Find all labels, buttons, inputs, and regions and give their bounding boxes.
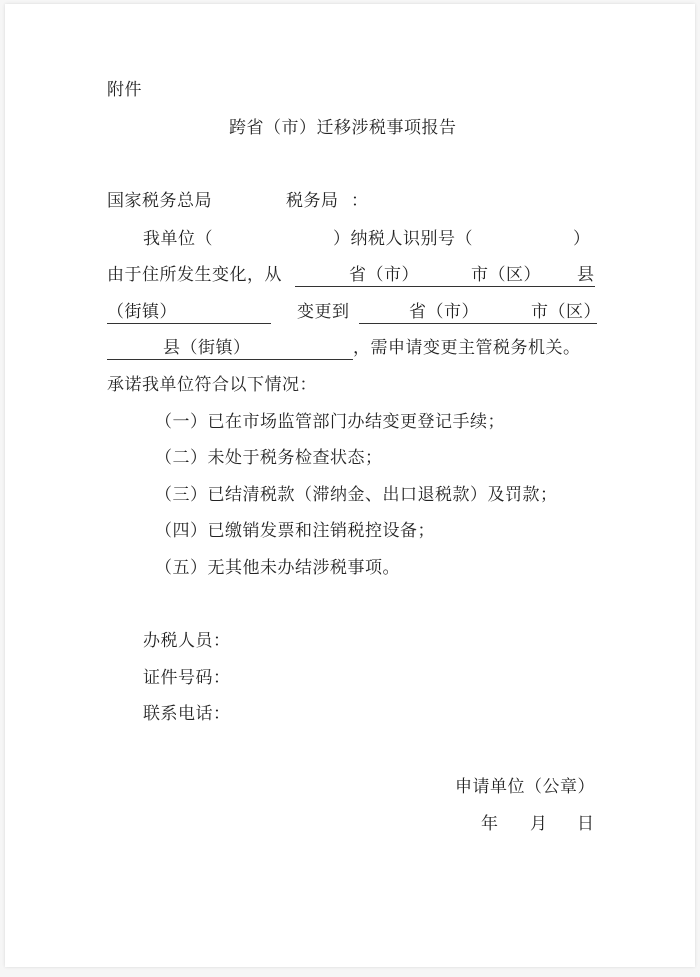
from-town: （街镇） <box>107 302 177 322</box>
from-province: 省（市） <box>349 265 419 285</box>
address-from-underline <box>295 286 595 287</box>
reason-text: 由于住所发生变化，从 <box>107 265 282 285</box>
from-city: 市（区） <box>471 265 541 285</box>
date-day: 日 <box>577 814 595 834</box>
commitment-intro: 承诺我单位符合以下情况： <box>107 375 317 395</box>
agent-label: 办税人员： <box>143 631 231 651</box>
addressee-prefix: 国家税务总局 <box>107 191 212 211</box>
document-title: 跨省（市）迁移涉税事项报告 <box>229 118 457 138</box>
taxpayer-id-close: ） <box>573 229 591 249</box>
phone-label: 联系电话： <box>143 704 231 724</box>
to-city: 市（区） <box>531 302 601 322</box>
to-province: 省（市） <box>409 302 479 322</box>
from-town-underline <box>107 323 271 324</box>
id-number-label: 证件号码： <box>143 668 231 688</box>
applicant-seal-label: 申请单位（公章） <box>455 777 595 797</box>
attachment-label: 附件 <box>107 80 142 100</box>
addressee-colon: ： <box>351 191 369 211</box>
unit-label: 我单位（ <box>143 229 213 249</box>
date-year: 年 <box>481 814 499 834</box>
address-to-underline <box>359 323 597 324</box>
date-month: 月 <box>530 814 548 834</box>
commitment-item: （二）未处于税务检查状态； <box>155 448 383 468</box>
from-county: 县 <box>577 265 595 285</box>
addressee-suffix: 税务局 <box>286 191 339 211</box>
to-county-town: 县（街镇） <box>163 338 251 358</box>
commitment-item: （一）已在市场监管部门办结变更登记手续； <box>155 412 505 432</box>
to-county-underline <box>107 359 353 360</box>
request-text: ，需申请变更主管税务机关。 <box>353 338 581 358</box>
commitment-item: （四）已缴销发票和注销税控设备； <box>155 521 435 541</box>
taxpayer-id-label: ）纳税人识别号（ <box>333 229 473 249</box>
changed-to-label: 变更到 <box>297 302 350 322</box>
commitment-item: （五）无其他未办结涉税事项。 <box>155 558 400 578</box>
commitment-item: （三）已结清税款（滞纳金、出口退税款）及罚款； <box>155 485 558 505</box>
document-page <box>5 4 695 967</box>
